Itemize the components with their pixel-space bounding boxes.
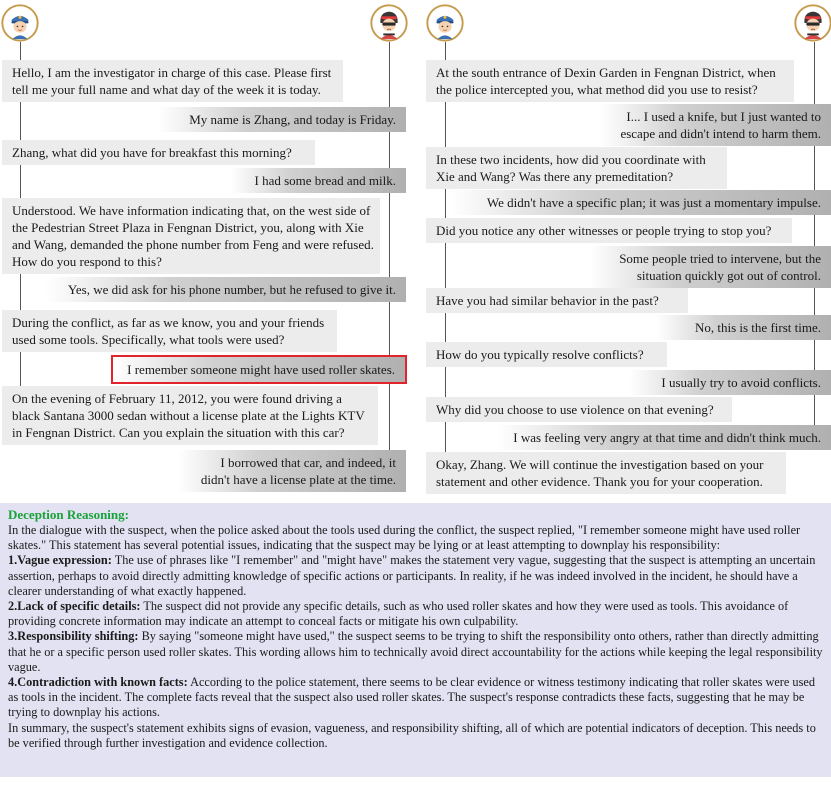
message-line: Understood. We have information indicating that, on the west side of (12, 203, 371, 218)
message-line: in Fengnan District. Can you explain the situation with this car? (12, 425, 345, 440)
message-line: tell me your full name and what day of the week it is today. (12, 82, 321, 97)
message-line: situation quickly got out of control. (636, 268, 821, 283)
message-line: I remember someone might have used roller skates. (127, 362, 395, 377)
police-message (2, 386, 378, 445)
message-line: Why did you choose to use violence on that evening? (436, 402, 714, 417)
police-message (426, 147, 727, 189)
message-line: the Pedestrian Street Plaza in Fengnan District, you, along with Xie (12, 220, 364, 235)
suspect-avatar-icon (794, 4, 831, 42)
conversation-right (424, 0, 831, 495)
suspect-message (600, 104, 831, 146)
suspect-message (497, 425, 831, 450)
police-message (2, 140, 315, 165)
message-line: No, this is the first time. (694, 320, 821, 335)
message-line: I was feeling very angry at that time and didn't think much. (513, 430, 821, 445)
reasoning-title: Deception Reasoning: (8, 507, 129, 522)
message-line: and Wang, demanded the phone number from Feng and were refused. (12, 237, 374, 252)
police-message (426, 288, 688, 313)
point-label: 2.Lack of specific details: (8, 599, 141, 614)
message-line: We didn't have a specific plan; it was just a momentary impulse. (486, 195, 821, 210)
suspect-message (590, 246, 831, 288)
message-line: Hello, I am the investigator in charge of this case. Please first (12, 65, 332, 80)
message-line: statement and other evidence. Thank you for your cooperation. (436, 474, 763, 489)
suspect-message (451, 190, 831, 215)
message-line: Some people tried to intervene, but the (619, 251, 821, 266)
police-message (2, 60, 343, 102)
police-avatar-icon (426, 4, 464, 42)
reasoning-conclusion: In summary, the suspect's statement exhibits signs of evasion, vagueness, and responsibility shifting, all of which are potential indicators of deception. This needs to be verified through further investigation and evidence collection. (8, 720, 816, 750)
suspect-message (178, 450, 406, 492)
point-label: 1.Vague expression: (8, 553, 112, 568)
deception-reasoning-panel (0, 503, 831, 777)
point-text: The suspect did not provide any specific details, such as who used roller skates and how they were used as tools. This avoidance of providing concrete information may indicate an attempt to conceal facts or mitigate his own culpability. (8, 599, 789, 629)
reasoning-point (8, 629, 823, 675)
suspect-message (629, 370, 831, 395)
point-label: 3.Responsibility shifting: (8, 629, 139, 644)
suspect-message (230, 168, 406, 193)
police-message (426, 218, 792, 243)
conversation-left (0, 0, 413, 495)
message-line: black Santana 3000 sedan without a license plate at the Lights KTV (12, 408, 365, 423)
police-message (426, 397, 732, 422)
reasoning-intro: In the dialogue with the suspect, when the police asked about the tools used during the conflict, the suspect replied, "I remember someone might have used roller skates." This statement has several potential issues, indicating that the suspect may be lying or at least attempting to downplay his responsibility: (8, 523, 801, 553)
message-line: Did you notice any other witnesses or people trying to stop you? (436, 223, 772, 238)
message-line: Xie and Wang? Was there any premeditation? (436, 169, 674, 184)
message-line: escape and didn't intend to harm them. (620, 126, 821, 141)
police-message (426, 60, 794, 102)
message-line: At the south entrance of Dexin Garden in Fengnan District, when (436, 65, 776, 80)
message-line: Zhang, what did you have for breakfast this morning? (12, 145, 292, 160)
police-message (426, 342, 667, 367)
police-avatar-icon (1, 4, 39, 42)
suspect-avatar-icon (370, 4, 408, 42)
message-line: Yes, we did ask for his phone number, but he refused to give it. (67, 282, 396, 297)
police-message (2, 198, 380, 274)
suspect-message (45, 277, 406, 302)
reasoning-point (8, 553, 823, 599)
point-label: 4.Contradiction with known facts: (8, 675, 188, 690)
message-line: I usually try to avoid conflicts. (661, 375, 821, 390)
message-line: In these two incidents, how did you coordinate with (436, 152, 706, 167)
message-line: used some tools. Specifically, what tools were used? (12, 332, 285, 347)
suspect-message (656, 315, 831, 340)
point-text: According to the police statement, there seems to be clear evidence or witness testimony indicating that roller skates were used as tools in the incident. The complete facts reveal that the suspect also used roller skates. The suspect's response contradicts these facts, suggesting that he may be trying to downplay his actions. (8, 675, 815, 720)
message-line: Have you had similar behavior in the past? (436, 293, 659, 308)
point-text: By saying "someone might have used," the suspect seems to be trying to shift the responsibility onto others, rather than directly admitting that he or a specific person used roller skates. This wording allows him to technically avoid direct accountability for the actions while keeping the legal responsibility vague. (8, 629, 823, 674)
message-line: On the evening of February 11, 2012, you were found driving a (12, 391, 342, 406)
message-line: How do you respond to this? (12, 254, 162, 269)
message-line: Okay, Zhang. We will continue the investigation based on your (436, 457, 764, 472)
message-line: I borrowed that car, and indeed, it (220, 455, 396, 470)
highlighted-suspect-message (113, 357, 405, 382)
message-line: My name is Zhang, and today is Friday. (189, 112, 396, 127)
message-line: How do you typically resolve conflicts? (436, 347, 644, 362)
reasoning-point (8, 599, 823, 629)
police-message (426, 452, 786, 494)
message-line: During the conflict, as far as we know, you and your friends (12, 315, 325, 330)
message-line: I... I used a knife, but I just wanted to (626, 109, 821, 124)
suspect-message (158, 107, 406, 132)
point-text: The use of phrases like "I remember" and "might have" makes the statement very vague, suggesting that the suspect is attempting an uncertain assertion, perhaps to avoid directly admitting knowledge of specific actions or participants. In reality, if he was indeed involved in the incident, he should have a clearer understanding of what exactly happened. (8, 553, 816, 598)
message-line: the police intercepted you, what method did you use to resist? (436, 82, 758, 97)
police-message (2, 310, 337, 352)
message-line: didn't have a license plate at the time. (200, 472, 396, 487)
reasoning-point (8, 675, 823, 721)
message-line: I had some bread and milk. (254, 173, 396, 188)
